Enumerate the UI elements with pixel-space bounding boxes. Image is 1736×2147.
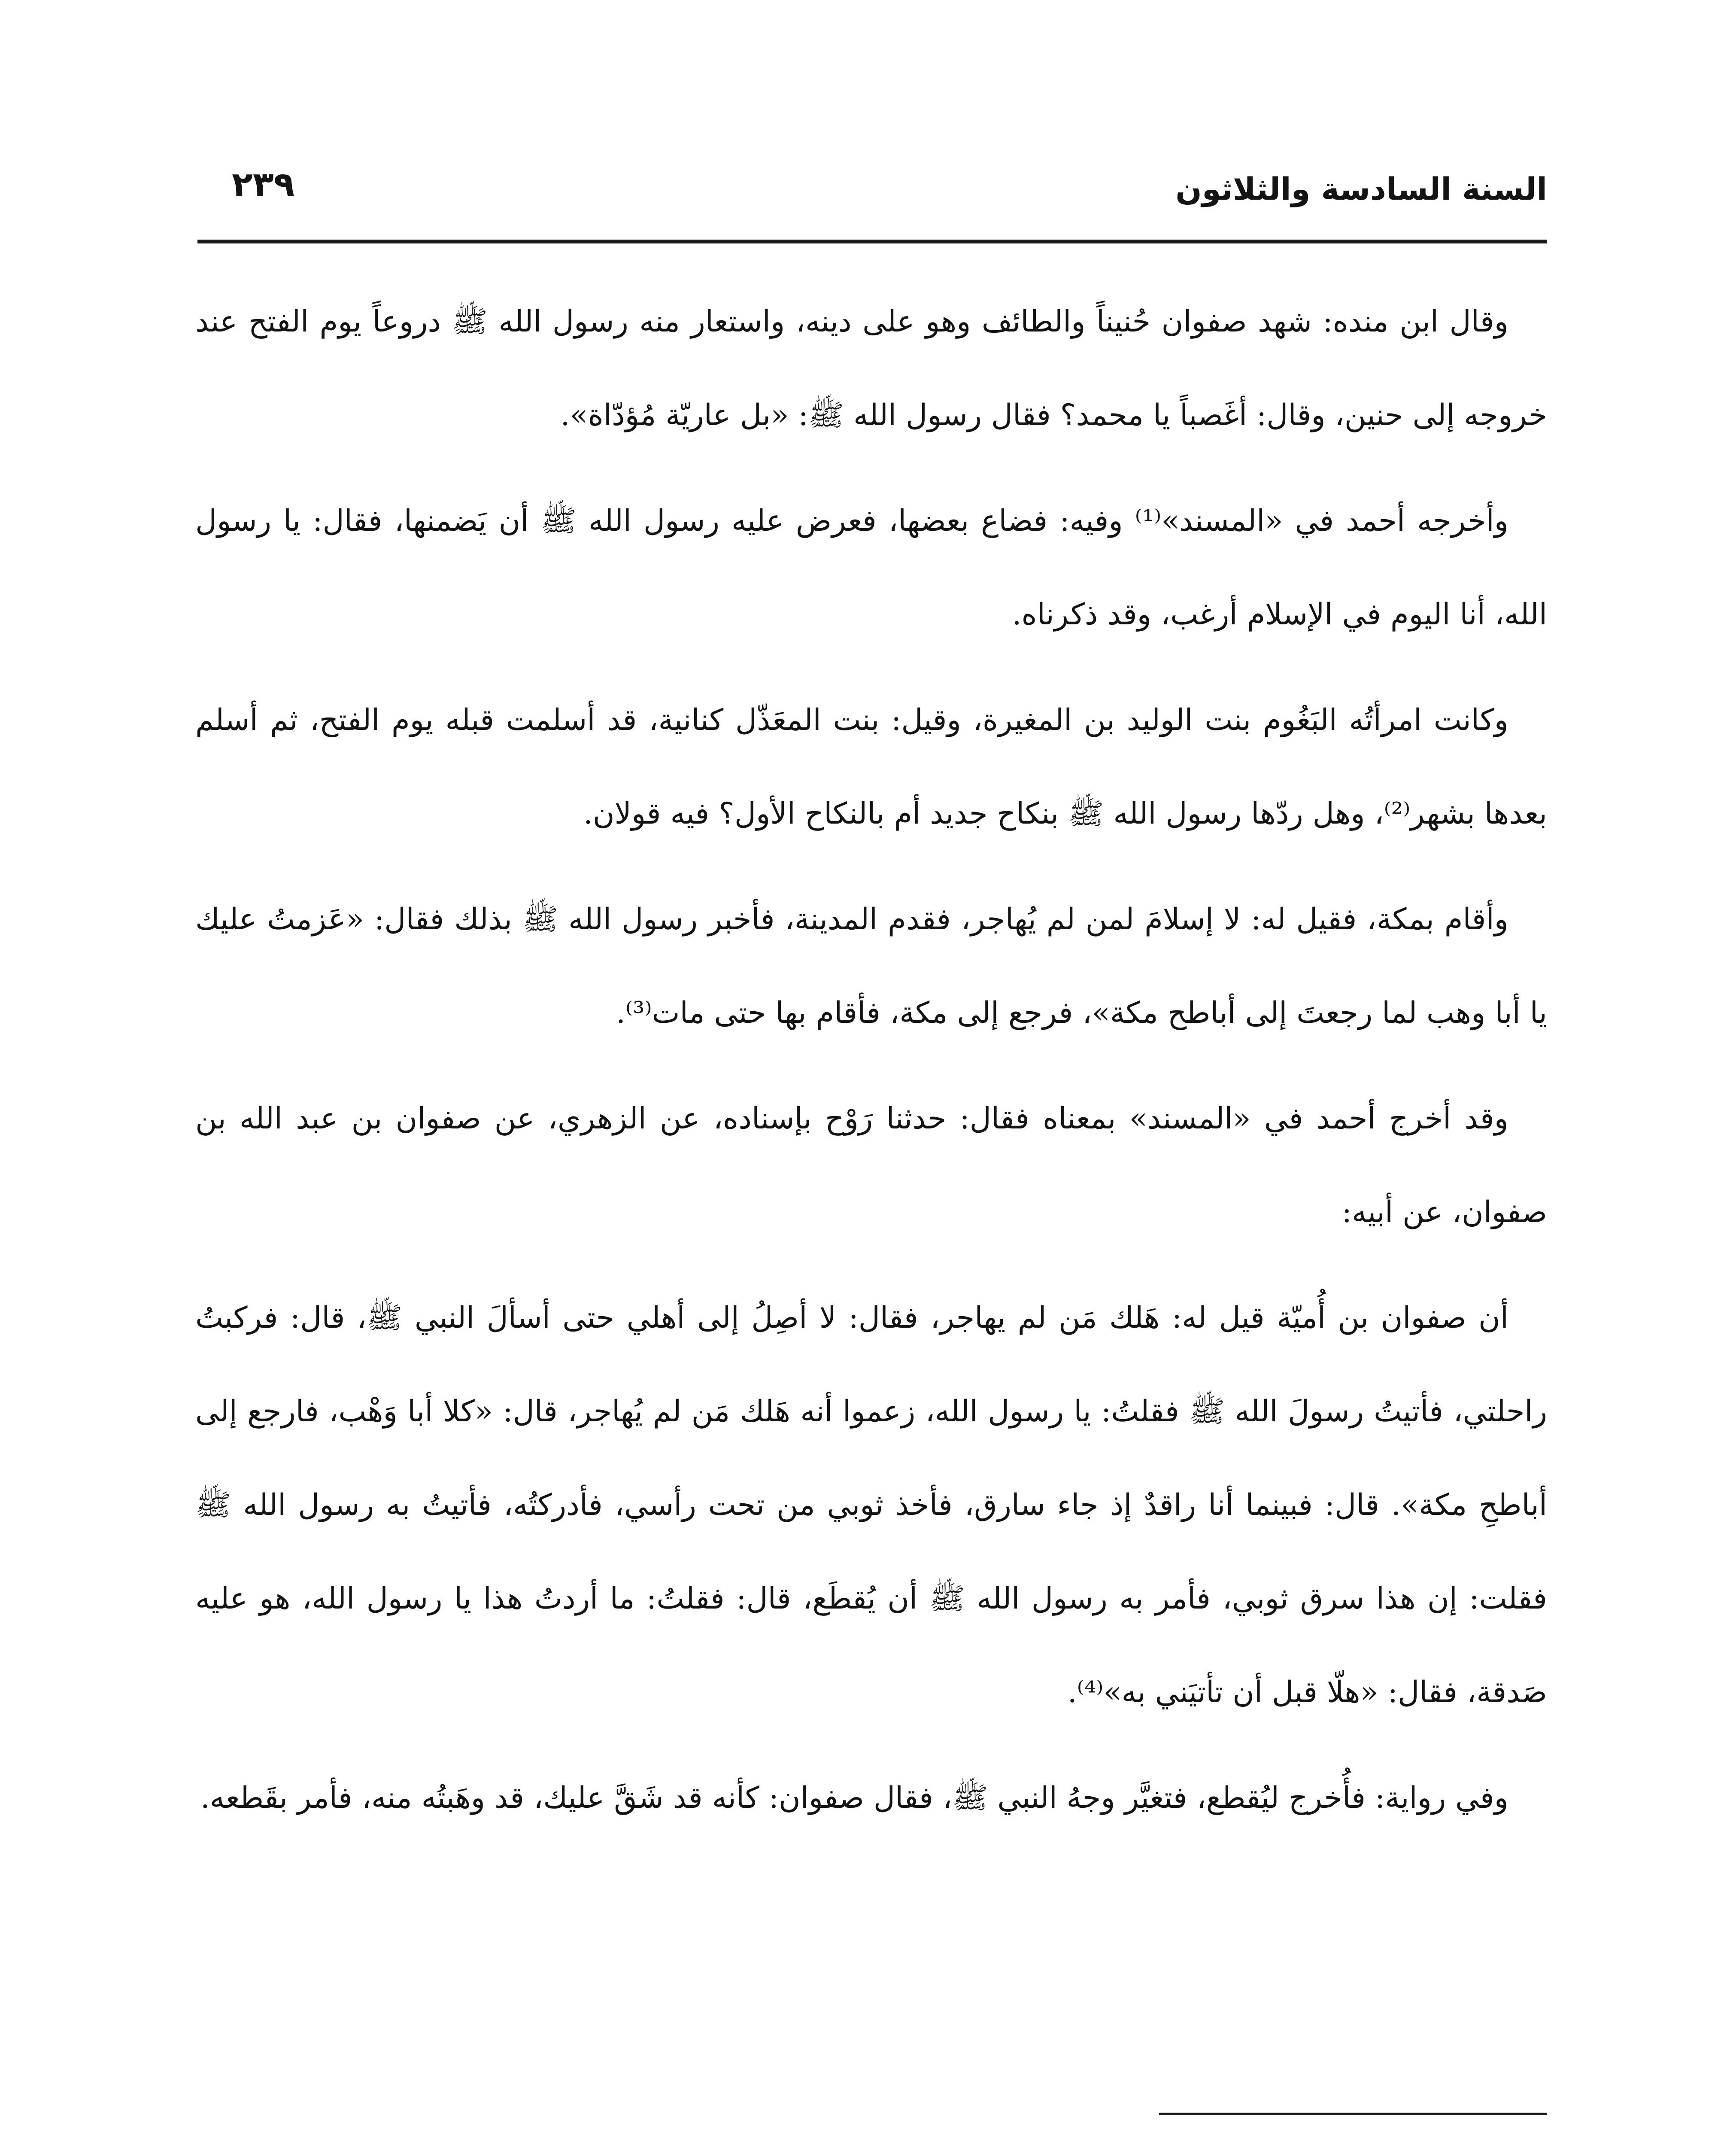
paragraph: وقال ابن منده: شهد صفوان حُنيناً والطائف وهو على دينه، واستعار منه رسول الله ﷺ دروعاً يوم الفتح عند خروجه إلى حنين، وقال: أغَصباً يا محمد؟ فقال رسول الله ﷺ: «بل عاريّة مُؤدّاة». (195, 304, 1547, 432)
chapter-title: السنة السادسة والثلاثون (1175, 171, 1547, 207)
main-text (195, 275, 1547, 1845)
header-rule (197, 240, 1547, 243)
paragraph: أن صفوان بن أُميّة قيل له: هَلك مَن لم يهاجر، فقال: لا أصِلُ إلى أهلي حتى أسألَ النبي ﷺ، قال: فركبتُ راحلتي، فأتيتُ رسولَ الله ﷺ فقلتُ: يا رسول الله، زعموا أنه هَلك مَن لم يُهاجر، قال: «كلا أبا وَهْب، فارجع إلى أباطحِ مكة». قال: فبينما أنا راقدٌ إذ جاء سارق، فأخذ ثوبي من تحت رأسي، فأدركتُه، فأتيتُ به رسول الله ﷺ فقلت: إن هذا سرق ثوبي، فأمر به رسول الله ﷺ أن يُقطَع، قال: فقلتُ: ما أردتُ هذا يا رسول الله، هو عليه صَدقة، فقال: «هلّا قبل أن تأتيَني به»⁽⁴⁾. (195, 1301, 1547, 1709)
footnote-rule (1159, 2113, 1547, 2115)
paragraph: وكانت امرأتُه البَغُوم بنت الوليد بن المغيرة، وقيل: بنت المعَذّل كنانية، قد أسلمت قبله يوم الفتح، ثم أسلم بعدها بشهر⁽²⁾، وهل ردّها رسول الله ﷺ بنكاح جديد أم بالنكاح الأول؟ فيه قولان. (195, 703, 1547, 831)
page-number: ٢٣٩ (232, 164, 295, 204)
paragraph: وفي رواية: فأُخرج ليُقطع، فتغيَّر وجهُ النبي ﷺ، فقال صفوان: كأنه قد شَقَّ عليك، قد وهَبتُه منه، فأمر بقَطعه. (200, 1781, 1508, 1815)
paragraph: وأقام بمكة، فقيل له: لا إسلامَ لمن لم يُهاجر، فقدم المدينة، فأخبر رسول الله ﷺ بذلك فقال: «عَزمتُ عليك يا أبا وهب لما رجعتَ إلى أباطح مكة»، فرجع إلى مكة، فأقام بها حتى مات⁽³⁾. (195, 902, 1547, 1030)
paragraph: وقد أخرج أحمد في «المسند» بمعناه فقال: حدثنا رَوْح بإسناده، عن الزهري، عن صفوان بن عبد الله بن صفوان، عن أبيه: (195, 1101, 1547, 1229)
paragraph: وأخرجه أحمد في «المسند»⁽¹⁾ وفيه: فضاع بعضها، فعرض عليه رسول الله ﷺ أن يَضمنها، فقال: يا رسول الله، أنا اليوم في الإسلام أرغب، وقد ذكرناه. (195, 504, 1547, 632)
running-header (202, 165, 1547, 230)
